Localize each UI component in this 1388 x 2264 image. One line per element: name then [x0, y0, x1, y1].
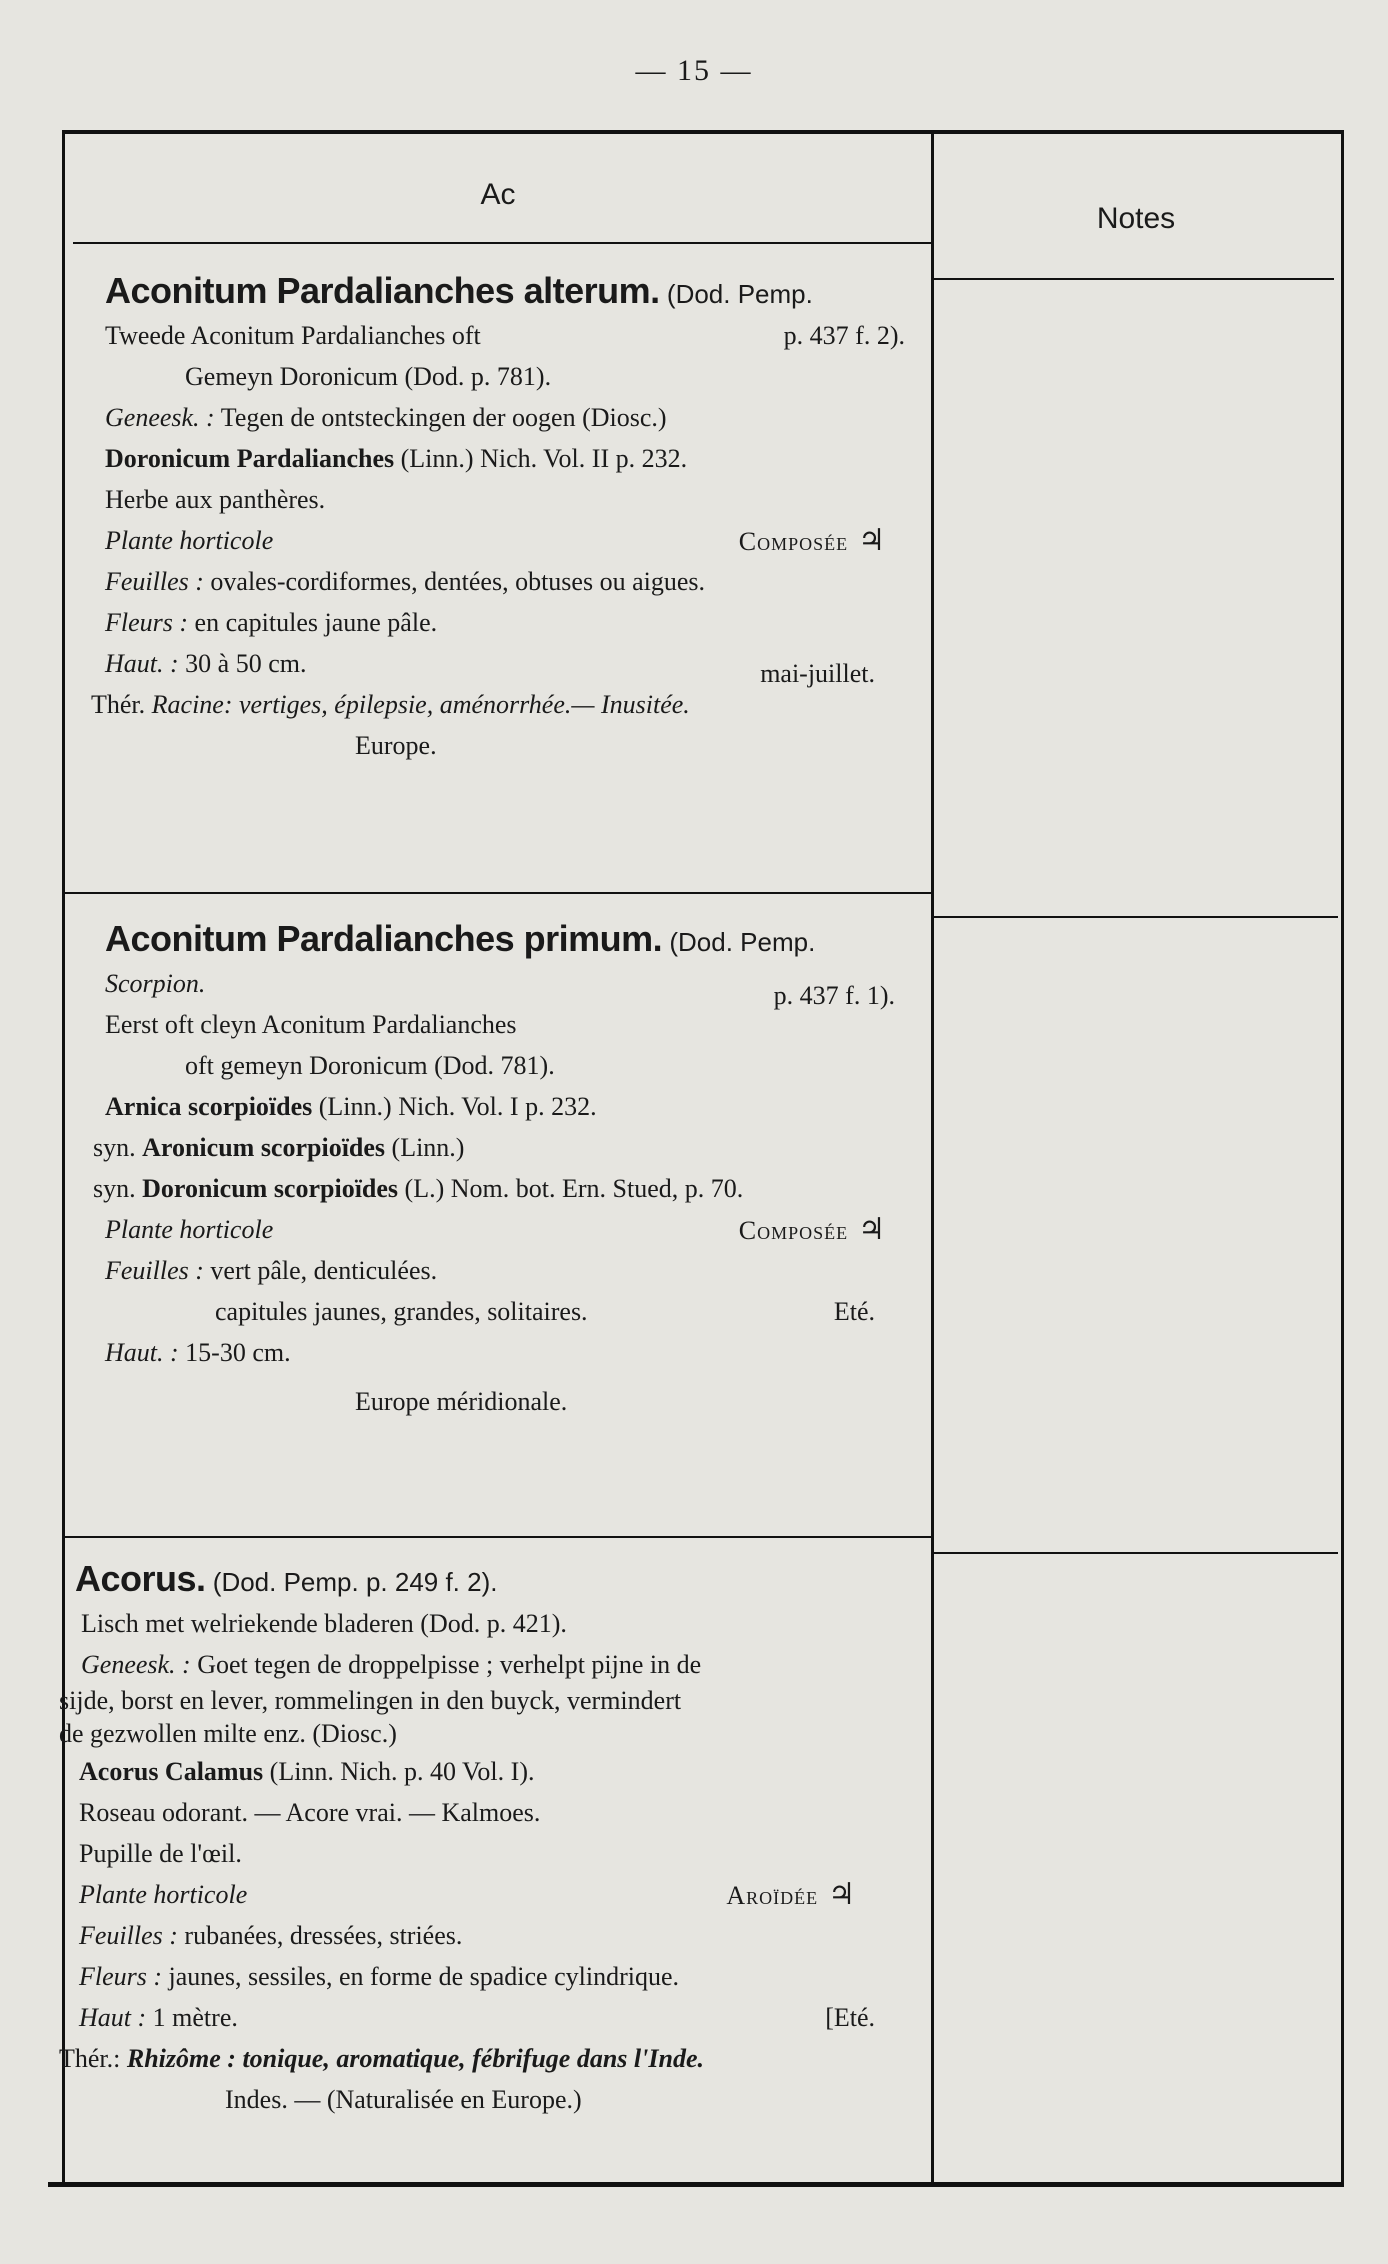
- dutch-name-cont: oft gemeyn Doronicum (Dod. 781).: [185, 1051, 555, 1080]
- synonym-name: Aronicum scorpioïdes: [142, 1133, 386, 1162]
- geneesk-text-cont: sijde, borst en lever, rommelingen in den buyck, vermindert: [59, 1686, 682, 1715]
- page-number: — 15 —: [635, 54, 753, 87]
- perennial-icon: ♃: [858, 1213, 885, 1246]
- entry-acorus: [59, 1558, 905, 2120]
- column-header-notes: Notes: [1096, 202, 1176, 235]
- region: Indes. — (Naturalisée en Europe.): [225, 2085, 582, 2114]
- entry-divider: [65, 1536, 931, 1538]
- geneesk-text-cont: de gezwollen milte enz. (Diosc.): [59, 1719, 397, 1748]
- haut-label: Haut :: [79, 2003, 147, 2032]
- haut-label: Haut. :: [105, 1338, 179, 1367]
- ther-label: Thér.:: [59, 2044, 121, 2073]
- plante-horticole: Plante horticole: [105, 1215, 274, 1244]
- french-name: Herbe aux panthères.: [105, 485, 326, 514]
- region: Europe méridionale.: [355, 1387, 568, 1416]
- plante-horticole: Plante horticole: [105, 526, 274, 555]
- ther-label: Thér.: [91, 690, 146, 719]
- entry-title: Aconitum Pardalianches alterum.: [105, 270, 660, 311]
- feuilles-label: Feuilles :: [105, 567, 204, 596]
- dodoens-page-ref: p. 437 f. 2).: [783, 321, 905, 350]
- syn-prefix: syn.: [93, 1133, 136, 1162]
- entry-divider: [65, 892, 931, 894]
- notes-divider: [934, 1552, 1338, 1554]
- feuilles-label: Feuilles :: [79, 1921, 178, 1950]
- entry-aconitum-alterum: [91, 270, 905, 766]
- family-name: Composée: [738, 527, 849, 556]
- french-name: Roseau odorant. — Acore vrai. — Kalmoes.: [79, 1798, 541, 1827]
- linnaean-ref: (Linn.) Nich. Vol. II p. 232.: [400, 444, 688, 473]
- haut-label: Haut. :: [105, 649, 179, 678]
- geneesk-text: Tegen de ontsteckingen der oogen (Diosc.): [220, 403, 667, 432]
- geneesk-text: Goet tegen de droppelpisse ; verhelpt pijne in de: [197, 1650, 702, 1679]
- synonym-ref: (L.) Nom. bot. Ern. Stued, p. 70.: [404, 1174, 744, 1203]
- dutch-name: Eerst oft cleyn Aconitum Pardalianches: [105, 1010, 517, 1039]
- dodoens-ref: (Dod. Pemp.: [666, 279, 813, 309]
- notes-divider: [934, 916, 1338, 918]
- synonym-name: Doronicum scorpioïdes: [142, 1174, 399, 1203]
- dutch-name: Lisch met welriekende bladeren (Dod. p. 421).: [81, 1609, 567, 1638]
- feuilles-text: rubanées, dressées, striées.: [184, 1921, 463, 1950]
- flowering-season: Eté.: [833, 1297, 875, 1326]
- column-divider: [931, 134, 934, 2186]
- perennial-icon: ♃: [828, 1878, 855, 1911]
- dutch-name-cont: Gemeyn Doronicum (Dod. p. 781).: [185, 362, 552, 391]
- synonym-ref: (Linn.): [391, 1133, 465, 1162]
- perennial-icon: ♃: [858, 524, 885, 557]
- flowering-season: mai-juillet.: [760, 659, 875, 688]
- haut-text: 30 à 50 cm.: [185, 649, 307, 678]
- geneesk-label: Geneesk. :: [81, 1650, 191, 1679]
- feuilles-text: vert pâle, denticulées.: [210, 1256, 438, 1285]
- linnaean-name: Arnica scorpioïdes: [105, 1092, 313, 1121]
- dodoens-ref: (Dod. Pemp.: [669, 927, 816, 957]
- linnaean-ref: (Linn. Nich. p. 40 Vol. I).: [269, 1757, 535, 1786]
- family-name: Composée: [738, 1216, 849, 1245]
- ther-text: Rhizôme : tonique, aromatique, fébrifuge dans l'Inde.: [126, 2044, 704, 2073]
- fleurs-label: Fleurs :: [105, 608, 189, 637]
- dutch-name: Tweede Aconitum Pardalianches oft: [105, 321, 481, 350]
- region: Europe.: [355, 731, 437, 760]
- feuilles-text: ovales-cordiformes, dentées, obtuses ou aigues.: [210, 567, 706, 596]
- syn-prefix: syn.: [93, 1174, 136, 1203]
- family-name: Aroïdée: [726, 1881, 819, 1910]
- feuilles-label: Feuilles :: [105, 1256, 204, 1285]
- scorpion-name: Scorpion.: [105, 969, 206, 998]
- entry-title: Aconitum Pardalianches primum.: [105, 918, 663, 959]
- bottom-rule: [48, 2182, 1344, 2187]
- herbal-table: [59, 130, 1344, 2186]
- fleurs-text: jaunes, sessiles, en forme de spadice cylindrique.: [168, 1962, 679, 1991]
- column-header-ac: Ac: [480, 178, 516, 211]
- entry-aconitum-primum: [93, 918, 905, 1422]
- dodoens-page-ref: p. 437 f. 1).: [773, 981, 895, 1010]
- french-name-2: Pupille de l'œil.: [79, 1839, 242, 1868]
- ther-text: Racine: vertiges, épilepsie, aménorrhée.— Inusitée.: [151, 690, 690, 719]
- linnaean-name: Acorus Calamus: [79, 1757, 264, 1786]
- fleurs-label: Fleurs :: [79, 1962, 163, 1991]
- header-rule-right: [934, 278, 1334, 280]
- fleurs-text: en capitules jaune pâle.: [194, 608, 438, 637]
- capitules-text: capitules jaunes, grandes, solitaires.: [215, 1297, 588, 1326]
- flowering-season: [Eté.: [825, 2003, 875, 2032]
- haut-text: 1 mètre.: [152, 2003, 238, 2032]
- dodoens-ref: (Dod. Pemp. p. 249 f. 2).: [212, 1567, 498, 1597]
- linnaean-ref: (Linn.) Nich. Vol. I p. 232.: [318, 1092, 597, 1121]
- geneesk-label: Geneesk. :: [105, 403, 215, 432]
- linnaean-name: Doronicum Pardalianches: [105, 444, 395, 473]
- plante-horticole: Plante horticole: [79, 1880, 248, 1909]
- header-rule-left: [73, 242, 931, 244]
- haut-text: 15-30 cm.: [185, 1338, 291, 1367]
- entry-title: Acorus.: [75, 1558, 206, 1599]
